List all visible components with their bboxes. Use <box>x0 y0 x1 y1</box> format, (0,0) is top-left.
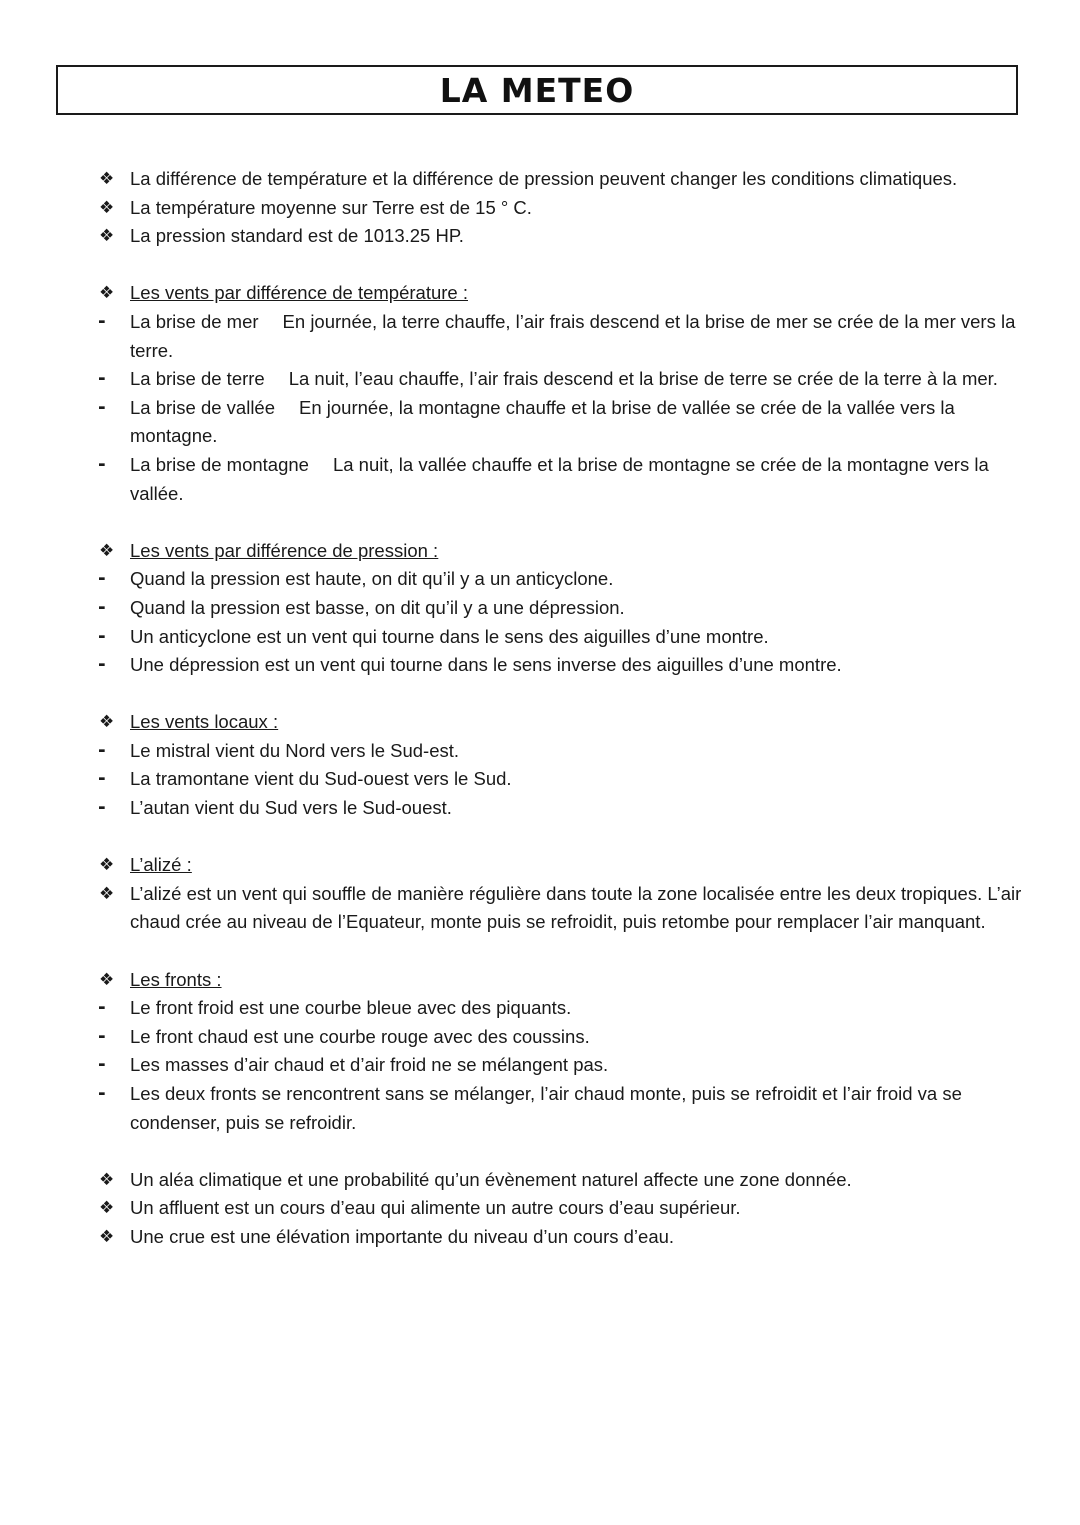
dash-bullet-icon: - <box>98 1025 106 1047</box>
dash-bullet-icon: - <box>98 997 106 1019</box>
list-item: - Le mistral vient du Nord vers le Sud-est. <box>96 737 1026 766</box>
pressure-section <box>96 537 1026 680</box>
notes-content <box>96 165 1026 1280</box>
dash-bullet-icon: - <box>98 1083 106 1104</box>
list-item: - Un anticyclone est un vent qui tourne dans le sens des aiguilles d’une montre. <box>96 623 1026 652</box>
diamond-bullet-icon: ❖ <box>99 855 115 876</box>
dash-bullet-icon: - <box>98 1054 106 1076</box>
title-box <box>56 65 1018 115</box>
list-item: - Le front froid est une courbe bleue avec des piquants. <box>96 994 1026 1023</box>
term: La brise de terre <box>130 368 265 390</box>
temperature-section <box>96 279 1026 508</box>
list-item: - La brise de vallée En journée, la montagne chauffe et la brise de vallée se crée de la vallée vers la montagne. <box>96 394 1026 451</box>
fronts-section <box>96 966 1026 1138</box>
dash-bullet-icon: - <box>98 797 106 819</box>
list-item: ❖ Une crue est une élévation importante du niveau d’un cours d’eau. <box>96 1223 1026 1252</box>
list-item: - Quand la pression est basse, on dit qu’il y a une dépression. <box>96 594 1026 623</box>
term: La brise de montagne <box>130 453 309 475</box>
diamond-bullet-icon: ❖ <box>99 197 115 218</box>
dash-bullet-icon: - <box>98 768 106 790</box>
local-winds-section <box>96 708 1026 822</box>
list-item: ❖ Un affluent est un cours d’eau qui alimente un autre cours d’eau supérieur. <box>96 1194 1026 1223</box>
dash-bullet-icon: - <box>98 453 106 475</box>
dash-bullet-icon: - <box>98 310 106 332</box>
list-item: - Les deux fronts se rencontrent sans se mélanger, l’air chaud monte, puis se refroidit et l’air froid va se condenser, puis se refroidir. <box>96 1080 1026 1137</box>
list-item: ❖ La température moyenne sur Terre est de 15 ° C. <box>96 194 1026 223</box>
section-heading: ❖ Les vents locaux : <box>96 708 1026 737</box>
term: La brise de mer <box>130 310 259 332</box>
dash-bullet-icon: - <box>98 625 106 647</box>
list-item: - La tramontane vient du Sud-ouest vers le Sud. <box>96 765 1026 794</box>
list-item: ❖ La différence de température et la différence de pression peuvent changer les conditions climatiques. <box>96 165 1026 194</box>
diamond-bullet-icon: ❖ <box>99 1226 115 1247</box>
diamond-bullet-icon: ❖ <box>99 712 115 733</box>
diamond-bullet-icon: ❖ <box>99 1198 115 1219</box>
section-heading: ❖ Les vents par différence de pression : <box>96 537 1026 566</box>
diamond-bullet-icon: ❖ <box>99 969 115 990</box>
section-heading: ❖ Les vents par différence de température : <box>96 279 1026 308</box>
list-item: ❖ L’alizé est un vent qui souffle de manière régulière dans toute la zone localisée entre les deux tropiques. L’air chaud crée au niveau de l’Equateur, monte puis se refroidit, puis retombe pour remplacer l’air manquant. <box>96 880 1026 937</box>
list-item: - Une dépression est un vent qui tourne dans le sens inverse des aiguilles d’une montre. <box>96 651 1026 680</box>
dash-bullet-icon: - <box>98 368 106 390</box>
diamond-bullet-icon: ❖ <box>99 883 115 904</box>
dash-bullet-icon: - <box>98 596 106 618</box>
section-heading: ❖ Les fronts : <box>96 966 1026 995</box>
alize-section <box>96 851 1026 937</box>
diamond-bullet-icon: ❖ <box>99 1169 115 1190</box>
diamond-bullet-icon: ❖ <box>99 540 115 561</box>
list-item: - La brise de terre La nuit, l’eau chauffe, l’air frais descend et la brise de terre se crée de la terre à la mer. <box>96 365 1026 394</box>
dash-bullet-icon: - <box>98 568 106 590</box>
diamond-bullet-icon: ❖ <box>99 169 115 189</box>
dash-bullet-icon: - <box>98 739 106 761</box>
list-item: ❖ Un aléa climatique et une probabilité qu’un évènement naturel affecte une zone donnée. <box>96 1166 1026 1195</box>
dash-bullet-icon: - <box>98 654 106 676</box>
diamond-bullet-icon: ❖ <box>99 283 115 304</box>
page-title: LA METEO <box>439 70 635 110</box>
diamond-bullet-icon: ❖ <box>99 226 115 247</box>
dash-bullet-icon: - <box>98 396 106 418</box>
list-item: - L’autan vient du Sud vers le Sud-ouest. <box>96 794 1026 823</box>
list-item: - La brise de montagne La nuit, la vallée chauffe et la brise de montagne se crée de la montagne vers la vallée. <box>96 451 1026 508</box>
list-item: - Le front chaud est une courbe rouge avec des coussins. <box>96 1023 1026 1052</box>
list-item: ❖ La pression standard est de 1013.25 HP. <box>96 222 1026 251</box>
list-item: - La brise de mer En journée, la terre chauffe, l’air frais descend et la brise de mer se crée de la mer vers la terre. <box>96 308 1026 365</box>
term: La brise de vallée <box>130 396 276 418</box>
intro-section <box>96 165 1026 251</box>
list-item: - Quand la pression est haute, on dit qu’il y a un anticyclone. <box>96 565 1026 594</box>
section-heading: ❖ L’alizé : <box>96 851 1026 880</box>
list-item: - Les masses d’air chaud et d’air froid ne se mélangent pas. <box>96 1051 1026 1080</box>
definitions-section <box>96 1166 1026 1252</box>
